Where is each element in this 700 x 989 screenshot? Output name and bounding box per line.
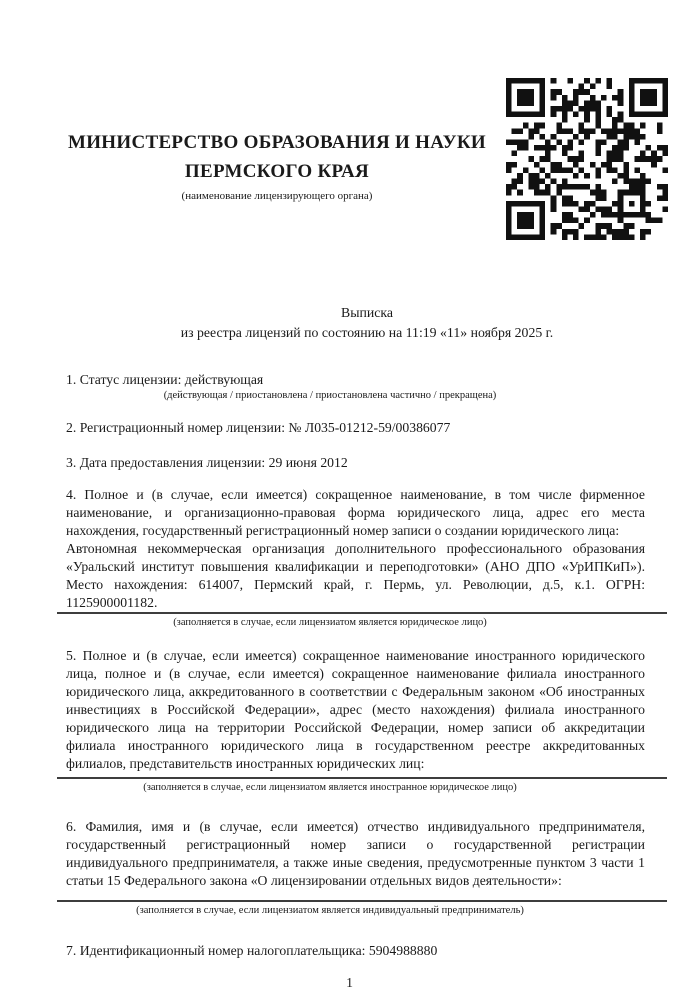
entrepreneur-label: 6. Фамилия, имя и (в случае, если имеется) отчество индивидуального предпринимателя, государственный регистрационный номер записи о государственной регистрации индивидуального предпринимателя, а также иные сведения, предусмотренные пунктом 3 части 1 статьи 15 Федерального закона «О лицензировании отдельных видов деятельности»: — [66, 819, 645, 888]
title-line1: Выписка — [341, 305, 393, 320]
legal-entity-label: 4. Полное и (в случае, если имеется) сокращенное наименование, в том числе фирменное наименование, и организационно-правовая форма юридического лица, адрес его места нахождения, государственный регистрационный номер записи о создании юридического лица: — [66, 487, 645, 538]
fill-line-entrepreneur — [57, 900, 667, 902]
license-status-options: (действующая / приостановлена / приостановлена частично / прекращена) — [163, 390, 497, 401]
field-license-status — [66, 371, 645, 402]
field-taxpayer-id: 7. Идентификационный номер налогоплательщика: 5904988880 — [66, 943, 438, 958]
licensing-authority — [52, 128, 502, 203]
ministry-name-line1: МИНИСТЕРСТВО ОБРАЗОВАНИЯ И НАУКИ — [67, 132, 487, 153]
entrepreneur-caption: (заполняется в случае, если лицензиатом является индивидуальный предприниматель) — [136, 905, 524, 916]
license-status-text: 1. Статус лицензии: действующая — [66, 372, 264, 387]
title-line2: из реестра лицензий по состоянию на 11:19 «11» ноября 2025 г. — [180, 324, 554, 340]
page-number: 1 — [346, 975, 353, 989]
document-body — [66, 303, 645, 989]
field-license-date: 3. Дата предоставления лицензии: 29 июня 2012 — [66, 455, 348, 470]
field-registration-number: 2. Регистрационный номер лицензии: № Л035-01212-59/00386077 — [66, 420, 451, 435]
field-legal-entity — [66, 486, 645, 629]
qr-code — [506, 78, 668, 240]
foreign-entity-label: 5. Полное и (в случае, если имеется) сокращенное наименование иностранного юридического лица, полное и (в случае, если имеется) сокращенное наименование филиала иностранного юридического лица, аккредитованного в соответствии с Федеральным законом «Об иностранных инвестициях в Российской Федерации», адрес (место нахождения) филиала иностранного юридического лица на территории Российской Федерации, номер записи об аккредитации филиала иностранного юридического лица в государственном реестре аккредитованных филиалов, представительств иностранных юридических лиц: — [66, 648, 645, 771]
fill-line-legal-entity — [57, 612, 667, 614]
foreign-entity-caption: (заполняется в случае, если лицензиатом является иностранное юридическое лицо) — [143, 782, 517, 793]
field-individual-entrepreneur — [66, 818, 645, 917]
ministry-name-line2: ПЕРМСКОГО КРАЯ — [184, 161, 370, 182]
document-title — [66, 303, 645, 342]
legal-entity-caption: (заполняется в случае, если лицензиатом является юридическое лицо) — [173, 617, 487, 628]
field-foreign-entity — [66, 647, 645, 794]
fill-line-foreign-entity — [57, 777, 667, 779]
legal-entity-value: Автономная некоммерческая организация дополнительного профессионального образования «Уральский институт повышения квалификации и переподготовки» (АНО ДПО «УрИПКиП»). Место нахождения: 614007, Пермский край, г. Пермь, ул. Революции, д.5, к.1. ОГРН: 1125900001182. — [66, 541, 645, 610]
ministry-caption: (наименование лицензирующего органа) — [181, 190, 373, 202]
